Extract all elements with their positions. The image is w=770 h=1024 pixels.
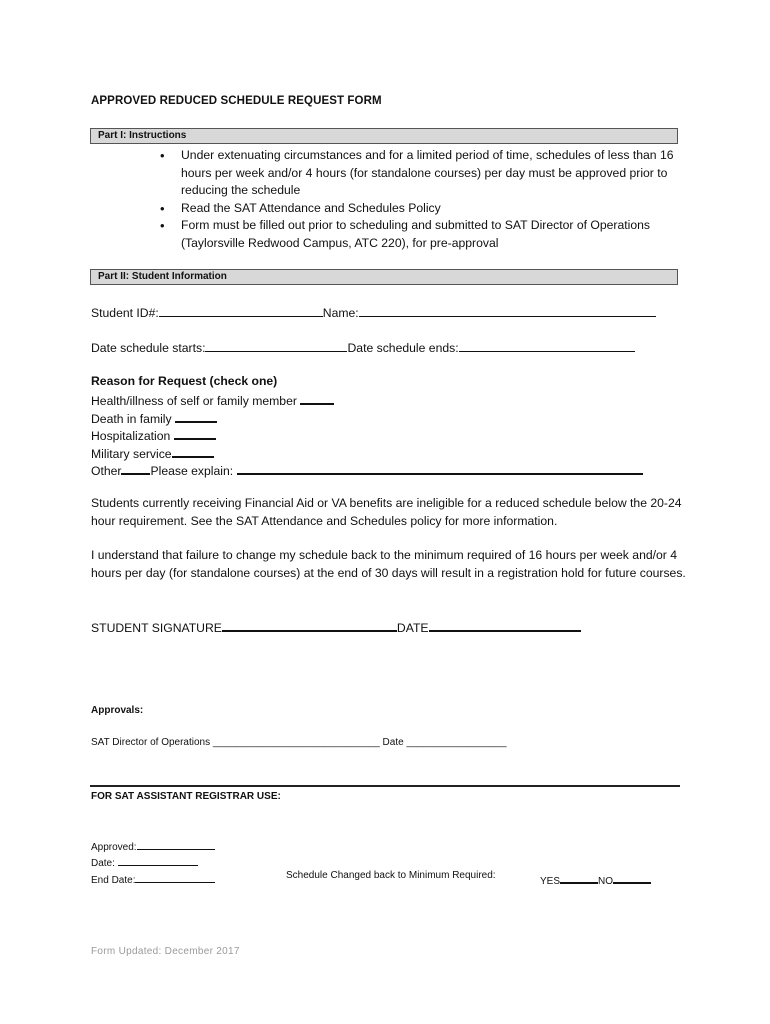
reason-check-death[interactable] (175, 409, 217, 423)
form-title: APPROVED REDUCED SCHEDULE REQUEST FORM (91, 95, 382, 107)
reason-heading: Reason for Request (check one) (91, 374, 278, 388)
end-date-field[interactable] (135, 870, 215, 883)
reason-option-label: Death in family (91, 412, 172, 426)
signature-date-label: DATE (396, 621, 429, 635)
director-field[interactable]: ______________________________ (212, 737, 380, 748)
reason-option-hospitalization (91, 426, 216, 443)
director-label: SAT Director of Operations (91, 737, 211, 748)
other-label: Other (91, 464, 122, 478)
date-ends-label: Date schedule ends: (347, 341, 459, 355)
registrar-date-field[interactable] (118, 853, 198, 866)
registrar-date-label: Date: (91, 858, 115, 869)
section-divider (90, 785, 680, 787)
signature-row (91, 618, 581, 635)
financial-aid-notice: Students currently receiving Financial Aid or VA benefits are ineligible for a reduced schedule below the 20-24 hour requirement. See the SAT Attendance and Schedules policy for more information. (91, 496, 682, 528)
student-signature-field[interactable] (222, 618, 397, 632)
approved-field[interactable] (137, 837, 215, 850)
reason-option-health (91, 391, 334, 408)
name-label: Name: (322, 306, 359, 320)
yes-label: YES (540, 876, 561, 887)
name-field[interactable] (359, 304, 656, 317)
student-signature-label: STUDENT SIGNATURE (91, 621, 222, 635)
reason-option-death (91, 409, 217, 426)
yes-no-row (540, 870, 651, 887)
no-label: NO (598, 876, 614, 887)
student-id-label: Student ID#: (91, 306, 159, 320)
list-item: • Under extenuating circumstances and for a limited period of time, schedules of less than 16 hours per week and/or 4 hours (for standalone courses) per day must be approved prior to reducing the schedule (160, 147, 685, 200)
part1-header: Part I: Instructions (90, 128, 678, 144)
list-item: • Read the SAT Attendance and Schedules Policy (160, 200, 685, 218)
form-updated-footer: Form Updated: December 2017 (91, 946, 240, 957)
date-starts-label: Date schedule starts: (91, 341, 206, 355)
registrar-end-date-row (91, 870, 215, 886)
registrar-heading: FOR SAT ASSISTANT REGISTRAR USE: (91, 791, 281, 802)
reason-option-label: Health/illness of self or family member (91, 394, 297, 408)
date-starts-field[interactable] (205, 339, 347, 352)
schedule-changed-label: Schedule Changed back to Minimum Required: (286, 870, 496, 881)
reason-check-health[interactable] (300, 391, 334, 405)
student-id-row (91, 304, 656, 320)
end-date-label: End Date: (91, 875, 136, 886)
yes-field[interactable] (560, 870, 598, 884)
reason-option-label: Hospitalization (91, 429, 171, 443)
reason-check-military[interactable] (172, 444, 214, 458)
list-item: • Form must be filled out prior to scheduling and submitted to SAT Director of Operations (Taylorsville Redwood Campus, ATC 220), for pre-approval (160, 217, 685, 252)
understand-statement: I understand that failure to change my schedule back to the minimum required of 16 hours per week and/or 4 hours per day (for standalone courses) at the end of 30 days will result in a registration hold for future courses. (91, 548, 686, 580)
no-field[interactable] (613, 870, 651, 884)
explain-label: Please explain: (150, 464, 234, 478)
director-row (91, 737, 507, 748)
signature-date-field[interactable] (429, 618, 581, 632)
reason-check-hospitalization[interactable] (174, 426, 216, 440)
approval-date-field[interactable]: __________________ (406, 737, 507, 748)
date-ends-field[interactable] (459, 339, 635, 352)
student-id-field[interactable] (159, 304, 323, 317)
instructions-list (160, 147, 685, 252)
approved-label: Approved: (91, 842, 137, 853)
dates-row (91, 339, 635, 355)
reason-option-other (91, 461, 643, 478)
approval-date-label: Date (382, 737, 404, 748)
part2-header: Part II: Student Information (90, 269, 678, 285)
reason-option-military (91, 444, 214, 461)
reason-option-label: Military service (91, 447, 172, 461)
reason-check-other[interactable] (121, 461, 150, 475)
registrar-approved-row (91, 837, 215, 853)
approvals-heading: Approvals: (91, 705, 144, 716)
schedule-changed-row (286, 870, 496, 881)
registrar-date-row (91, 853, 198, 869)
explain-field[interactable] (237, 461, 643, 475)
